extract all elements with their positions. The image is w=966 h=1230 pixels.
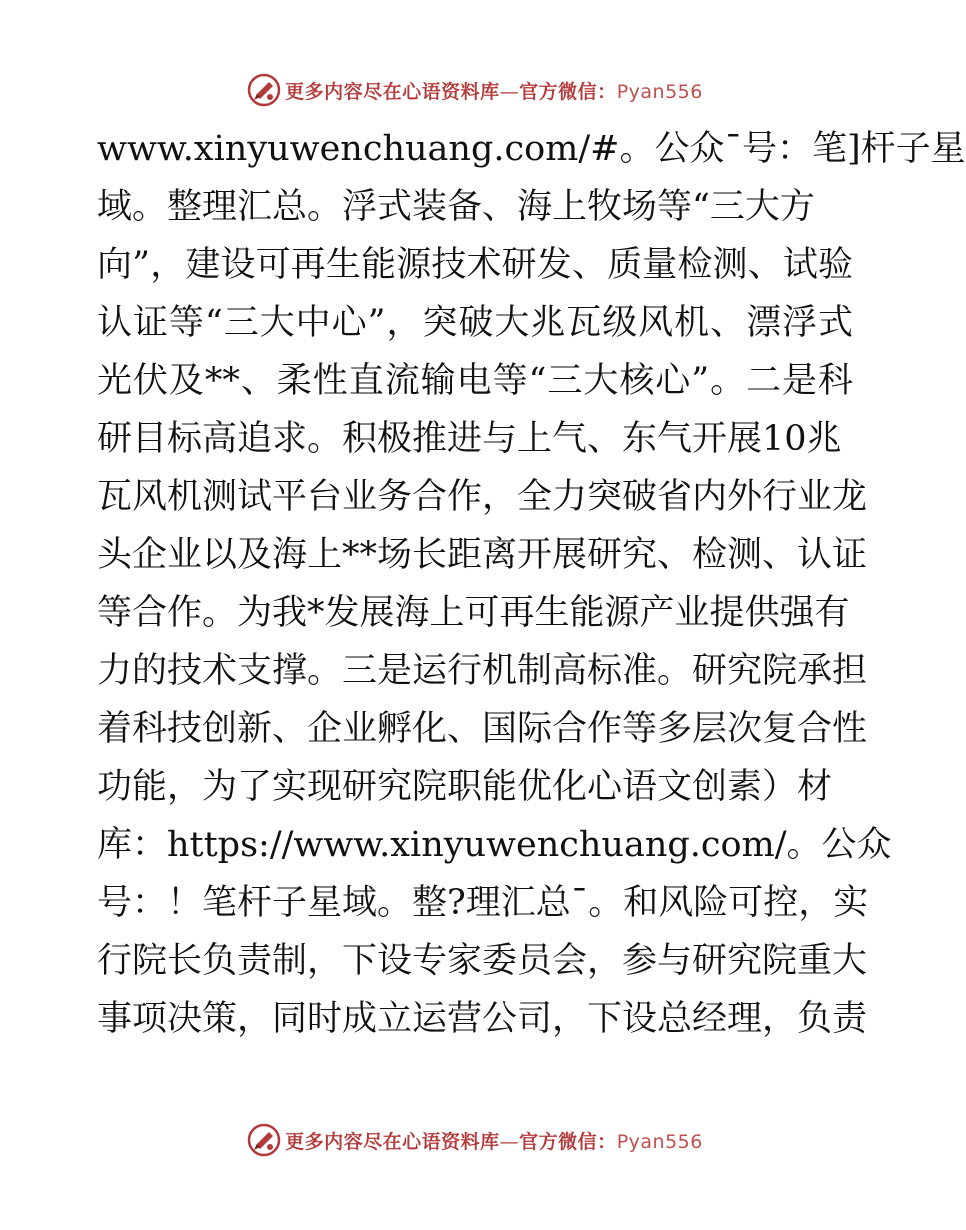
brand-logo-icon	[247, 1123, 281, 1157]
text-line: 光伏及**、柔性直流输电等“三大核心”。二是科	[97, 361, 853, 401]
text-line: 域。整理汇总。浮式装备、海上牧场等“三大方	[97, 187, 815, 227]
header-banner	[0, 70, 950, 110]
document-body	[97, 120, 966, 1048]
brand-logo-icon	[247, 73, 281, 107]
text-line: 头企业以及海上**场长距离开展研究、检测、认证	[97, 535, 868, 575]
text-line: 等合作。为我*发展海上可再生能源产业提供强有	[97, 593, 850, 633]
header-banner-title: 更多内容尽在心语资料库	[285, 80, 500, 103]
footer-banner-title: 更多内容尽在心语资料库	[285, 1130, 500, 1153]
text-line: 瓦风机测试平台业务合作，全力突破省内外行业龙	[97, 477, 868, 517]
footer-banner-dash: —	[499, 1130, 520, 1153]
header-contact-label: 官方微信：	[519, 80, 617, 103]
header-contact-value: Pyan556	[616, 80, 703, 103]
text-line: 库：https://www.xinyuwenchuang.com/。公众	[97, 825, 892, 865]
text-line: 向”，建设可再生能源技术研发、质量检测、试验	[97, 245, 853, 285]
footer-contact-label: 官方微信：	[519, 1130, 617, 1153]
text-line: 事项决策，同时成立运营公司，下设总经理，负责	[97, 999, 868, 1039]
text-line: 行院长负责制，下设专家委员会，参与研究院重大	[97, 941, 868, 981]
footer-contact-value: Pyan556	[616, 1130, 703, 1153]
header-banner-dash: —	[499, 80, 520, 103]
text-line: 认证等“三大中心”，突破大兆瓦级风机、漂浮式	[97, 303, 853, 343]
text-line: 功能，为了实现研究院职能优化心语文创素）材	[97, 767, 833, 807]
header-banner-text	[285, 77, 703, 104]
text-line: 力的技术支撑。三是运行机制高标准。研究院承担	[97, 651, 868, 691]
text-line: 着科技创新、企业孵化、国际合作等多层次复合性	[97, 709, 868, 749]
text-line: 研目标高追求。积极推进与上气、东气开展10兆	[97, 419, 842, 459]
footer-banner	[0, 1120, 950, 1160]
text-line: www.xinyuwenchuang.com/#。公众¯号：笔]杆子星	[97, 129, 966, 169]
footer-banner-text	[285, 1127, 703, 1154]
text-line: 号：！笔杆子星域。整?理汇总¯。和风险可控，实	[97, 883, 869, 923]
